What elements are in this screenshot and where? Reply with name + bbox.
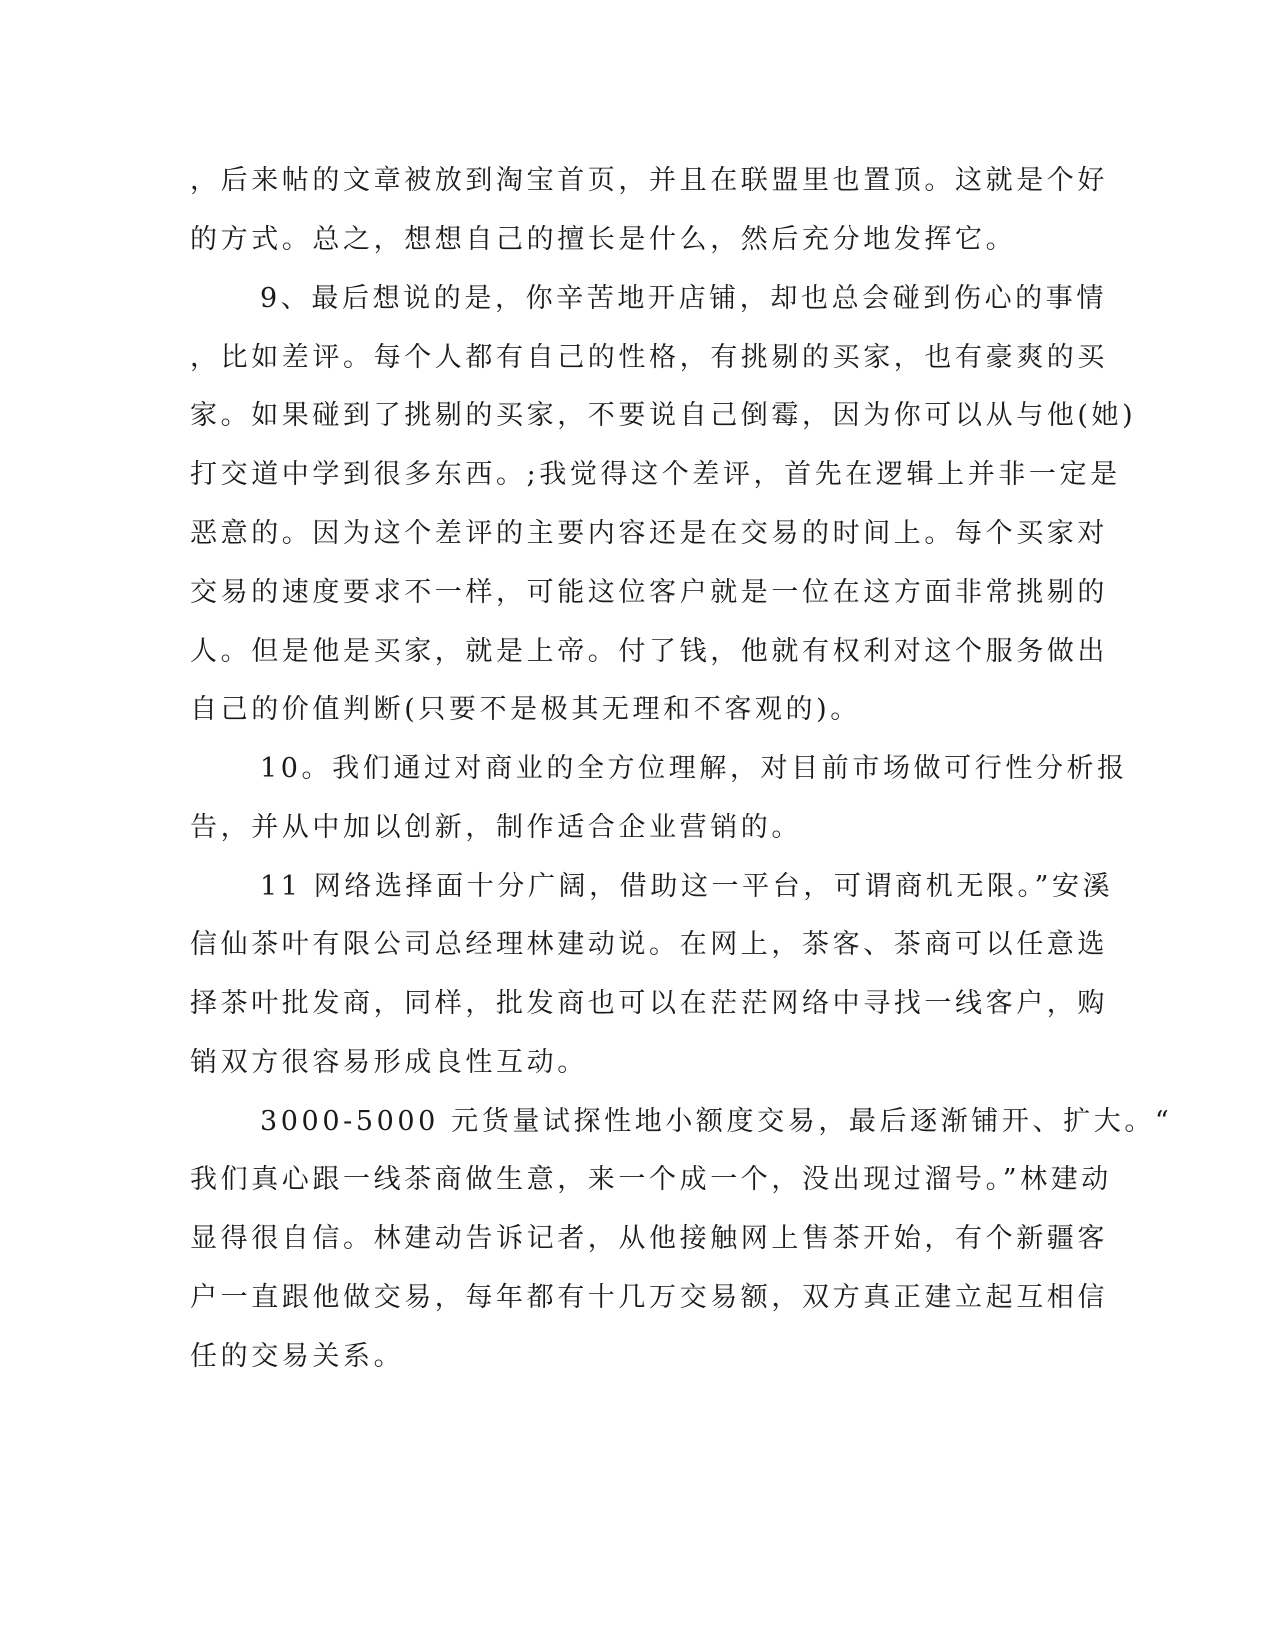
text-line: 11 网络选择面十分广阔，借助这一平台，可谓商机无限。”安溪 (260, 871, 1114, 902)
text-line: 户一直跟他做交易，每年都有十几万交易额，双方真正建立起互相信 (190, 1282, 1108, 1313)
text-line: 恶意的。因为这个差评的主要内容还是在交易的时间上。每个买家对 (190, 518, 1108, 549)
text-line: 打交道中学到很多东西。;我觉得这个差评，首先在逻辑上并非一定是 (190, 459, 1121, 490)
text-line: ，后来帖的文章被放到淘宝首页，并且在联盟里也置顶。这就是个好 (190, 165, 1108, 196)
text-line: 自己的价值判断(只要不是极其无理和不客观的)。 (190, 694, 861, 725)
text-line: 3000-5000 元货量试探性地小额度交易，最后逐渐铺开、扩大。“ (260, 1106, 1173, 1137)
text-line: 9、最后想说的是，你辛苦地开店铺，却也总会碰到伤心的事情 (260, 283, 1107, 314)
text-line: 10。我们通过对商业的全方位理解，对目前市场做可行性分析报 (260, 753, 1128, 784)
text-line: 的方式。总之，想想自己的擅长是什么，然后充分地发挥它。 (190, 224, 1017, 255)
text-line: 人。但是他是买家，就是上帝。付了钱，他就有权利对这个服务做出 (190, 636, 1108, 667)
text-line: ，比如差评。每个人都有自己的性格，有挑剔的买家，也有豪爽的买 (190, 342, 1108, 373)
text-line: 我们真心跟一线茶商做生意，来一个成一个，没出现过溜号。”林建动 (190, 1164, 1112, 1195)
text-line: 销双方很容易形成良性互动。 (190, 1047, 588, 1078)
text-line: 显得很自信。林建动告诉记者，从他接触网上售茶开始，有个新疆客 (190, 1223, 1108, 1254)
text-line: 交易的速度要求不一样，可能这位客户就是一位在这方面非常挑剔的 (190, 577, 1108, 608)
text-line: 任的交易关系。 (190, 1341, 405, 1372)
text-line: 告，并从中加以创新，制作适合企业营销的。 (190, 812, 802, 843)
text-line: 家。如果碰到了挑剔的买家，不要说自己倒霉，因为你可以从与他(她) (190, 400, 1137, 431)
text-line: 信仙茶叶有限公司总经理林建动说。在网上，茶客、茶商可以任意选 (190, 929, 1108, 960)
text-line: 择茶叶批发商，同样，批发商也可以在茫茫网络中寻找一线客户，购 (190, 988, 1108, 1019)
